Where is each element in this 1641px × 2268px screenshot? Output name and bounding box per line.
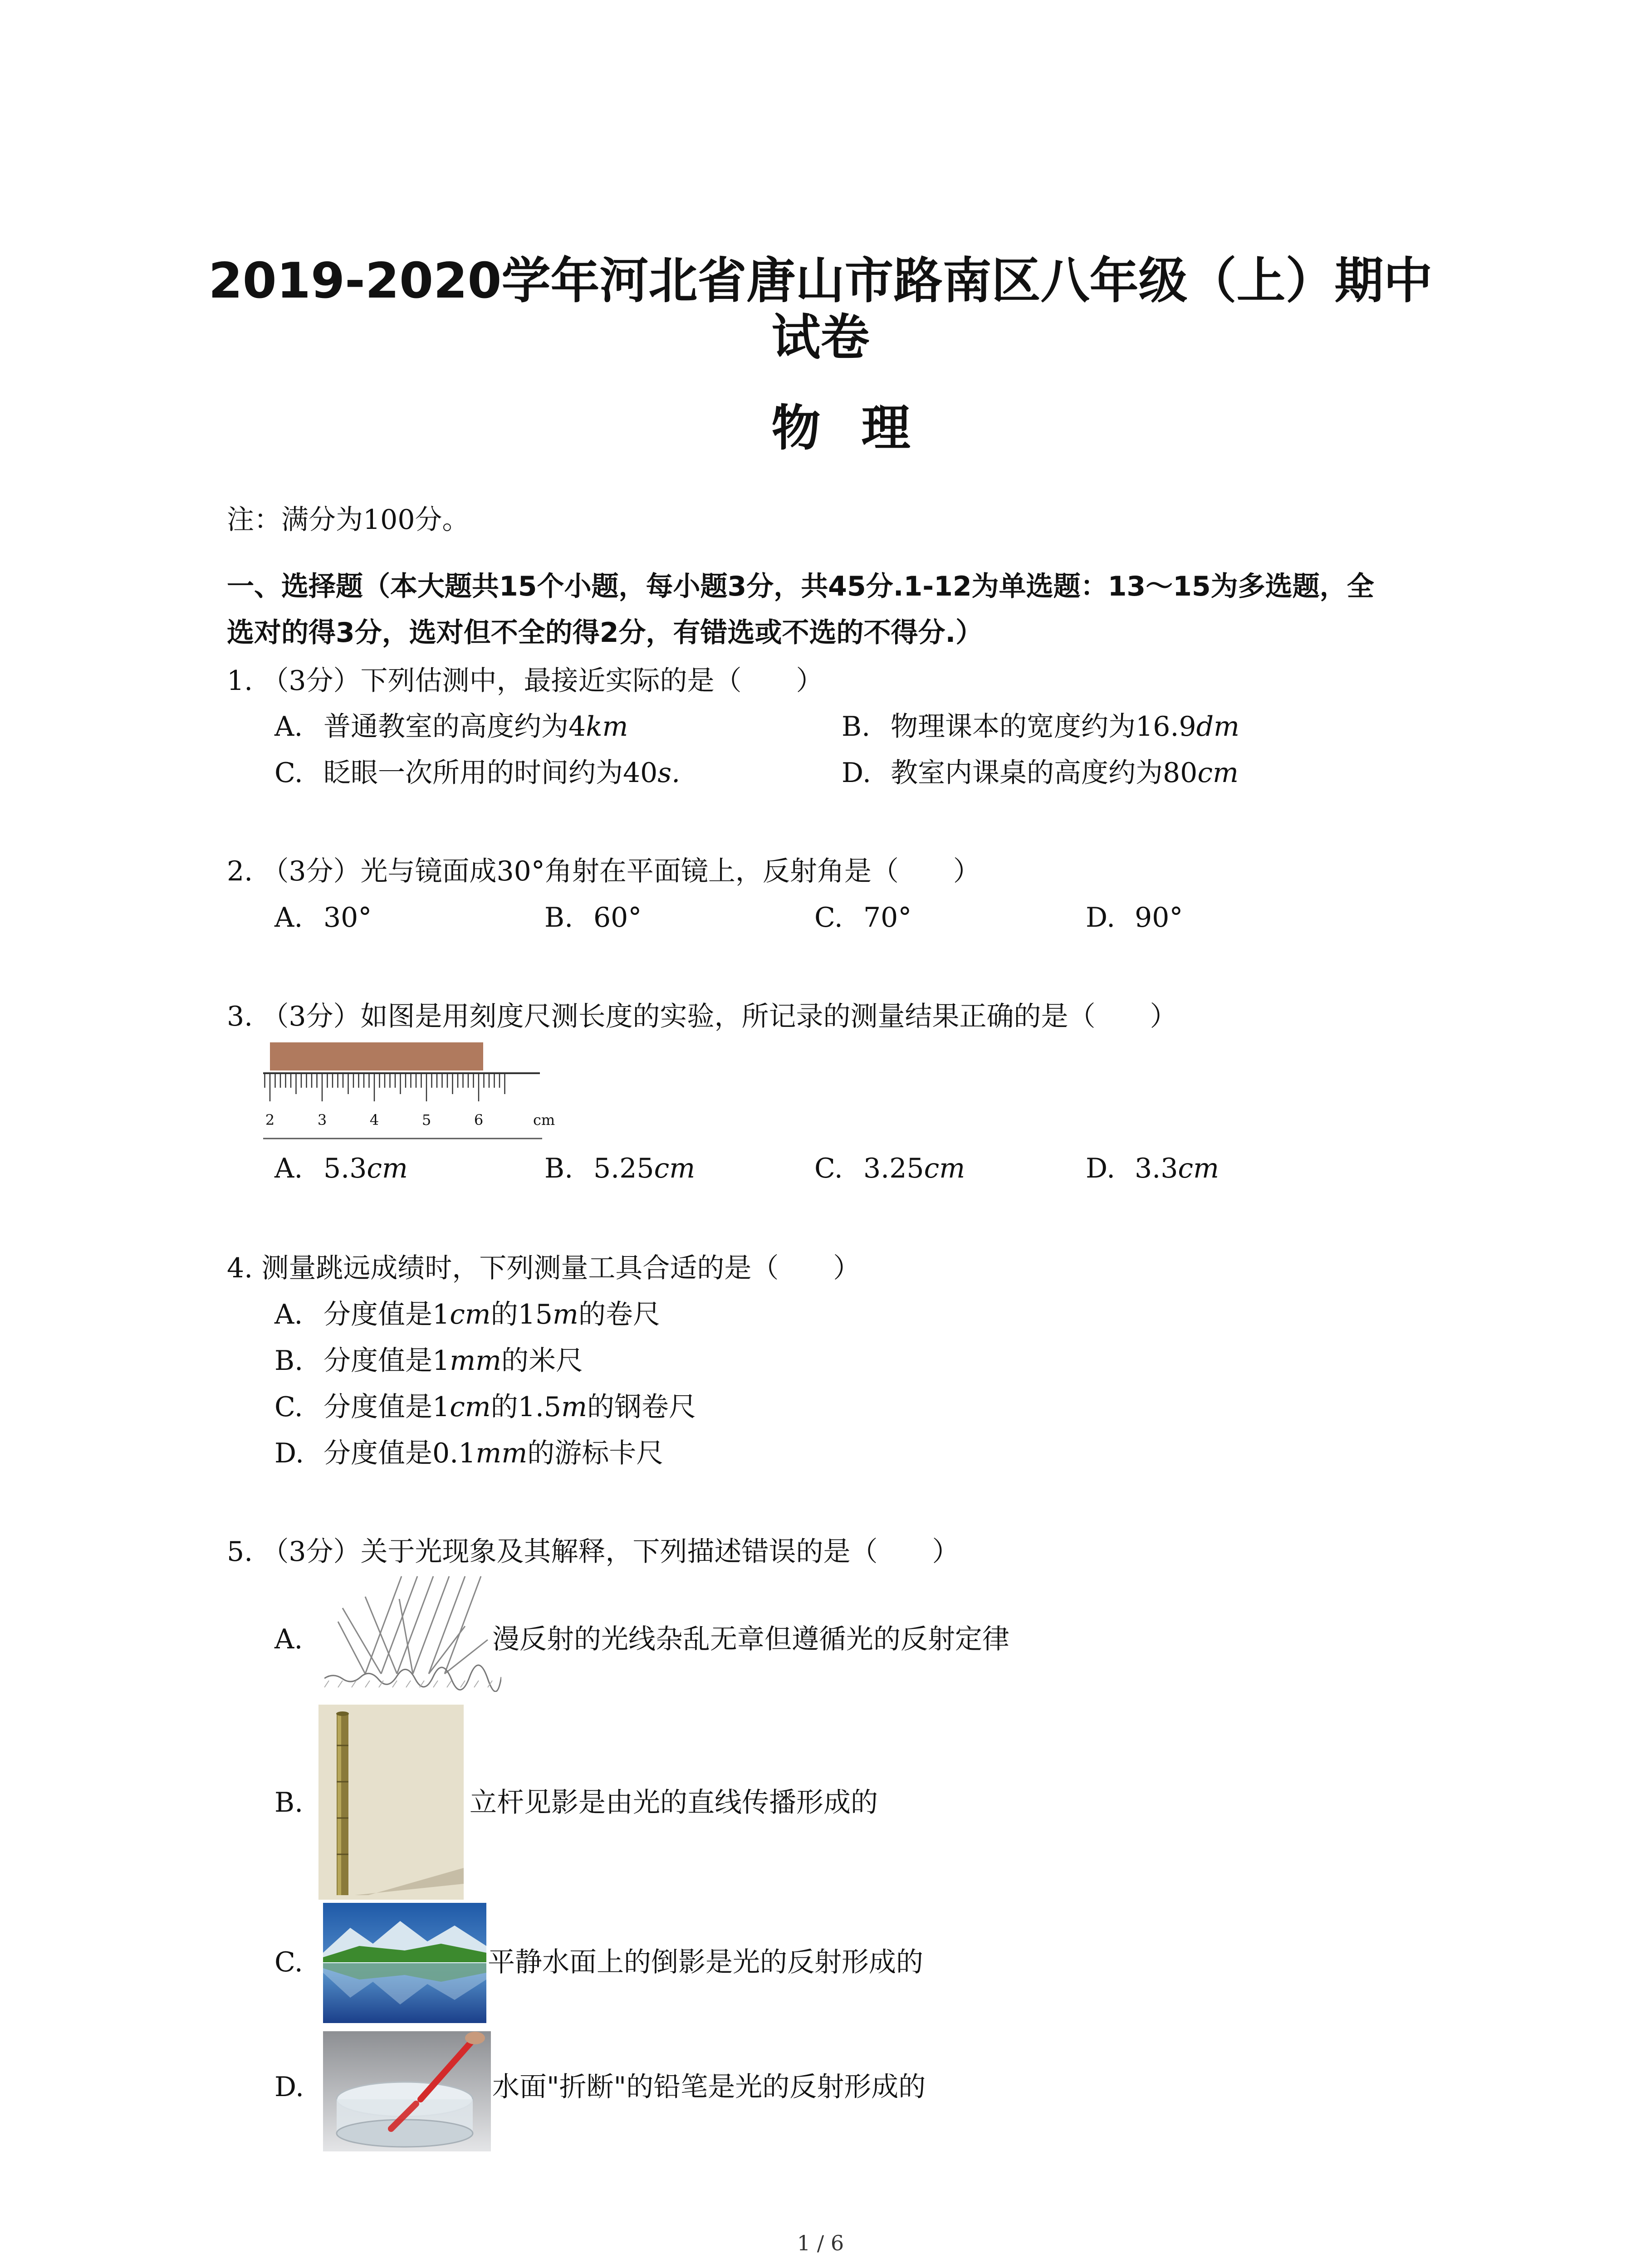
page-title-cont: 试卷 — [771, 309, 870, 366]
option-unit: km — [586, 711, 628, 743]
option-letter: B. — [274, 1345, 304, 1377]
page-number: 1 / 6 — [797, 2231, 844, 2255]
option-c-letter: C. — [274, 1946, 303, 1978]
question-3 — [227, 1000, 1177, 1033]
question-stem: （3分）下列估测中，最接近实际的是（ ） — [261, 665, 823, 697]
page-title: 2019-2020学年河北省唐山市路南区八年级（上）期中 — [208, 253, 1433, 309]
ruler-ticks — [265, 1073, 505, 1101]
option-d-text[interactable]: 水面"折断"的铅笔是光的反射形成的 — [492, 2071, 926, 2103]
question-4 — [227, 1252, 860, 1285]
option-text: 分度值是0.1 — [323, 1437, 476, 1469]
option-unit: mm — [475, 1437, 528, 1469]
diffuse-reflection-image — [324, 1572, 501, 1692]
option-unit: cm — [654, 1153, 696, 1184]
ruler-tick-label: 6 — [474, 1111, 484, 1129]
option-text: 60° — [593, 902, 642, 934]
score-note: 注：满分为100分。 — [227, 504, 470, 536]
option-d-letter: D. — [274, 2071, 304, 2103]
option-a[interactable] — [274, 1298, 660, 1331]
option-letter: D. — [1086, 902, 1116, 934]
question-5 — [227, 1535, 960, 1568]
option-text: 教室内课桌的高度约为80 — [891, 757, 1198, 789]
option-letter: D. — [842, 757, 872, 789]
option-c[interactable] — [274, 757, 680, 789]
option-letter: C. — [274, 757, 303, 789]
option-unit: mm — [450, 1345, 501, 1377]
option-letter: D. — [274, 1437, 304, 1469]
option-c[interactable] — [814, 901, 911, 934]
option-text: 3.3 — [1135, 1153, 1178, 1184]
ruler-labels — [265, 1111, 483, 1129]
ruler-tick-label: 3 — [317, 1111, 327, 1129]
option-unit: cm — [450, 1391, 491, 1423]
option-text: 5.25 — [593, 1153, 654, 1184]
option-b[interactable] — [544, 1152, 695, 1185]
question-stem: 测量跳远成绩时，下列测量工具合适的是（ ） — [261, 1252, 861, 1284]
option-letter: C. — [814, 1153, 843, 1184]
option-c[interactable] — [274, 1391, 696, 1423]
subject-title: 物理 — [771, 400, 951, 457]
option-letter: D. — [1086, 1153, 1116, 1184]
option-text: 分度值是1 — [323, 1299, 450, 1330]
ruler-figure — [261, 1039, 578, 1148]
option-letter: A. — [274, 902, 303, 934]
option-unit: cm — [450, 1299, 491, 1330]
option-text: 的米尺 — [501, 1345, 583, 1377]
ruler-tick-label: 2 — [265, 1111, 275, 1129]
question-stem: （3分）光与镜面成30°角射在平面镜上，反射角是（ ） — [261, 855, 980, 887]
option-b-letter: B. — [274, 1787, 304, 1818]
option-letter: B. — [544, 902, 573, 934]
option-text: 的钢卷尺 — [587, 1391, 696, 1423]
option-b[interactable] — [544, 901, 642, 934]
option-unit: dm — [1196, 711, 1239, 743]
question-number: 5. — [227, 1536, 253, 1568]
option-a[interactable] — [274, 1152, 408, 1185]
ruler-tick-label: 5 — [421, 1111, 431, 1129]
option-a[interactable] — [274, 710, 628, 743]
section-heading: 一、选择题（本大题共15个小题，每小题3分，共45分.1-12为单选题：13～15为多选题，全 — [227, 571, 1374, 602]
question-2 — [227, 855, 980, 888]
option-text: 5.3 — [323, 1153, 367, 1184]
question-1 — [227, 665, 823, 697]
option-unit: cm — [367, 1153, 408, 1184]
option-text: 3.25 — [863, 1153, 924, 1184]
option-unit: cm — [1178, 1153, 1219, 1184]
option-unit: m — [553, 1299, 578, 1330]
option-c[interactable] — [814, 1152, 965, 1185]
question-stem: （3分）如图是用刻度尺测长度的实验，所记录的测量结果正确的是（ ） — [261, 1001, 1177, 1032]
question-number: 3. — [227, 1001, 253, 1032]
option-unit: s. — [657, 757, 681, 789]
question-number: 4. — [227, 1252, 253, 1284]
ruler-unit-label: cm — [533, 1111, 555, 1129]
option-text: 眨眼一次所用的时间约为40 — [323, 757, 658, 789]
option-letter: A. — [274, 711, 303, 743]
option-b[interactable] — [842, 710, 1239, 743]
option-letter: B. — [544, 1153, 573, 1184]
question-stem: （3分）关于光现象及其解释，下列描述错误的是（ ） — [261, 1536, 960, 1568]
option-text: 90° — [1135, 902, 1183, 934]
option-text: 的游标卡尺 — [527, 1437, 664, 1469]
option-unit: cm — [1197, 757, 1239, 789]
option-text: 普通教室的高度约为4 — [323, 711, 586, 743]
option-a[interactable] — [274, 901, 372, 934]
option-b-text[interactable]: 立杆见影是由光的直线传播形成的 — [470, 1787, 878, 1818]
option-text: 的1.5 — [490, 1391, 562, 1423]
option-letter: C. — [274, 1391, 303, 1423]
pencil-in-water-image — [323, 2031, 491, 2151]
option-unit: cm — [924, 1153, 965, 1184]
option-text: 分度值是1 — [323, 1345, 450, 1377]
pole-shadow-image — [318, 1705, 464, 1900]
lake-reflection-image — [323, 1903, 486, 2023]
option-c-text[interactable]: 平静水面上的倒影是光的反射形成的 — [488, 1946, 923, 1978]
question-number: 2. — [227, 855, 253, 887]
option-d[interactable] — [274, 1437, 663, 1470]
question-number: 1. — [227, 665, 253, 697]
option-text: 的15 — [490, 1299, 553, 1330]
option-d[interactable] — [1086, 1152, 1219, 1185]
option-text: 分度值是1 — [323, 1391, 450, 1423]
option-letter: A. — [274, 1153, 303, 1184]
option-d[interactable] — [1086, 901, 1183, 934]
option-text: 的卷尺 — [578, 1299, 660, 1330]
option-text: 30° — [323, 902, 372, 934]
option-a-text[interactable]: 漫反射的光线杂乱无章但遵循光的反射定律 — [492, 1623, 1009, 1655]
option-letter: C. — [814, 902, 843, 934]
option-unit: m — [561, 1391, 588, 1423]
measured-object — [270, 1042, 483, 1070]
option-text: 70° — [863, 902, 912, 934]
option-a-letter: A. — [274, 1623, 303, 1655]
option-letter: B. — [842, 711, 871, 743]
ruler-tick-label: 4 — [369, 1111, 379, 1129]
option-text: 物理课本的宽度约为16.9 — [891, 711, 1196, 743]
option-d[interactable] — [842, 757, 1239, 789]
option-letter: A. — [274, 1299, 303, 1330]
section-heading-cont: 选对的得3分，选对但不全的得2分，有错选或不选的不得分.） — [227, 617, 983, 649]
option-b[interactable] — [274, 1344, 583, 1377]
